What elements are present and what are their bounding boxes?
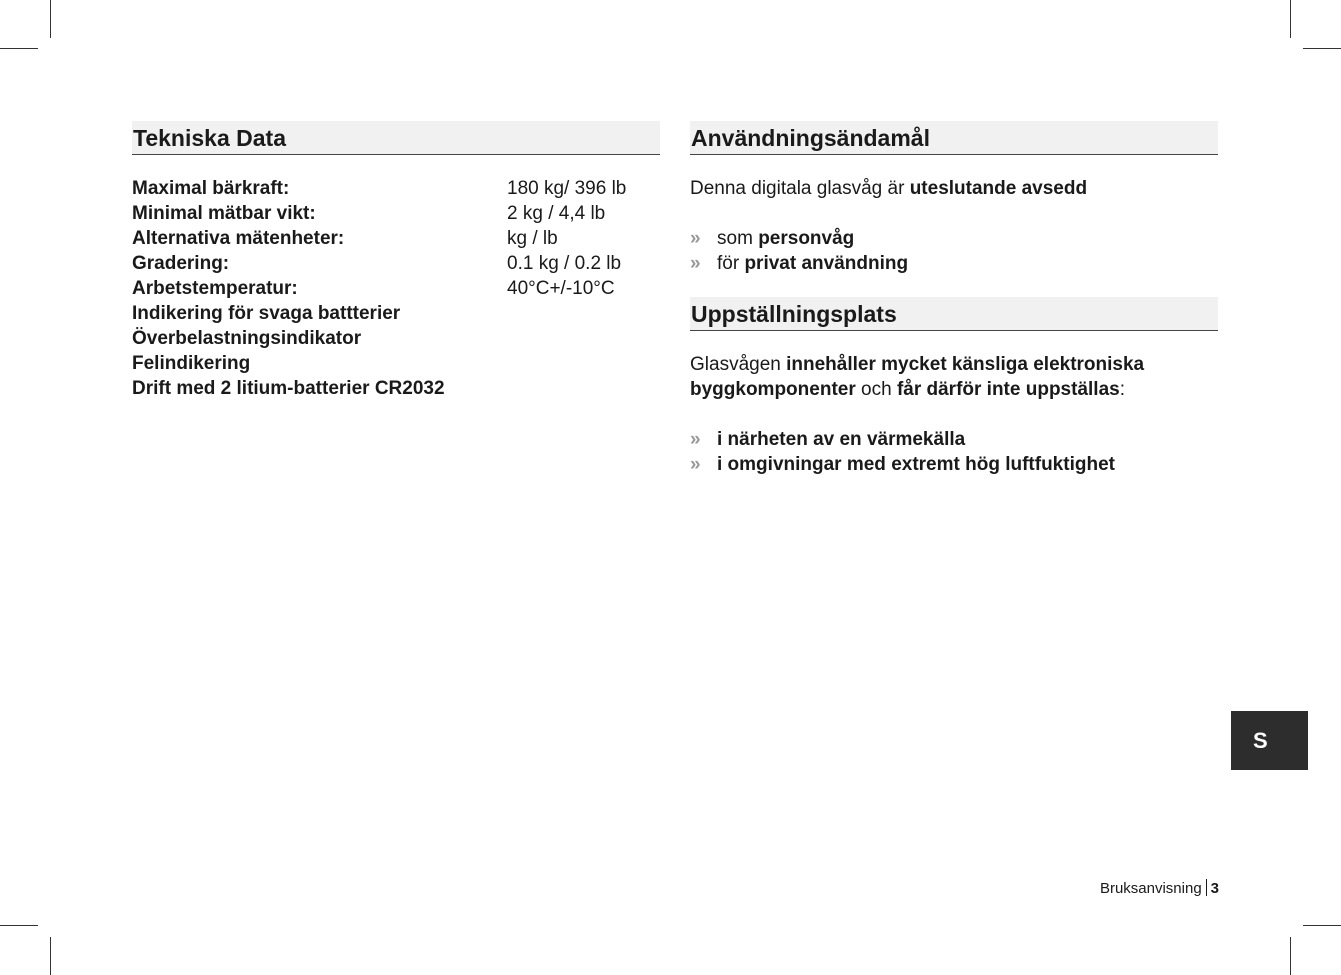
crop-mark [50, 937, 51, 975]
chevron-right-icon: » [690, 253, 701, 274]
feature-row [132, 326, 660, 351]
feature-label: Indikering för svaga battterier [132, 303, 401, 324]
page-number: 3 [1210, 880, 1219, 897]
feature-row [132, 351, 660, 376]
spec-label: Minimal mätbar vikt: [132, 203, 316, 224]
chevron-right-icon: » [690, 454, 701, 475]
crop-mark [1303, 925, 1341, 926]
spec-label: Maximal bärkraft: [132, 178, 290, 199]
purpose-bullets [690, 226, 1218, 276]
placement-text [690, 352, 1218, 402]
purpose-heading: Användningsändamål [690, 121, 1218, 155]
bullet-emphasis: i omgivningar med extremt hög luftfuktighet [717, 454, 1115, 475]
footer-label: Bruksanvisning [1099, 880, 1202, 897]
crop-mark [1290, 937, 1291, 975]
placement-text-5: : [1119, 379, 1125, 400]
bullet-emphasis: i närheten av en värmekälla [717, 429, 966, 450]
spec-row [132, 176, 660, 201]
feature-row [132, 376, 660, 401]
crop-mark [0, 48, 38, 49]
crop-mark [1290, 0, 1291, 38]
spec-label: Alternativa mätenheter: [132, 228, 345, 249]
page-footer [1100, 879, 1219, 899]
crop-mark [50, 0, 51, 38]
feature-label: Överbelastningsindikator [132, 328, 362, 349]
bullet-text: som [717, 228, 759, 249]
spec-label: Gradering: [132, 253, 230, 274]
bullet-text: för [717, 253, 745, 274]
purpose-intro [690, 176, 1218, 201]
spec-label: Arbetstemperatur: [132, 278, 298, 299]
footer-divider [1206, 879, 1207, 896]
tech-data-heading: Tekniska Data [132, 121, 660, 155]
spec-value: kg / lb [507, 228, 558, 249]
list-item [690, 226, 1218, 251]
tech-data-section [132, 121, 660, 401]
crop-mark [0, 925, 38, 926]
spec-value: 180 kg/ 396 lb [507, 178, 627, 199]
list-item [690, 427, 1218, 452]
crop-mark [1303, 48, 1341, 49]
bullet-emphasis: privat användning [744, 253, 909, 274]
spec-value: 40°C+/-10°C [507, 278, 615, 299]
placement-bullets [690, 427, 1218, 477]
purpose-intro-emphasis: uteslutande avsedd [909, 178, 1088, 199]
list-item [690, 452, 1218, 477]
purpose-column [690, 121, 1218, 477]
spec-row [132, 276, 660, 301]
feature-row [132, 301, 660, 326]
feature-label: Felindikering [132, 353, 251, 374]
spec-list [132, 176, 660, 401]
placement-text-3: och [855, 379, 897, 400]
spec-value: 0.1 kg / 0.2 lb [507, 253, 622, 274]
chevron-right-icon: » [690, 228, 701, 249]
placement-heading: Uppställningsplats [690, 297, 1218, 331]
language-tab: S [1231, 711, 1308, 770]
placement-text-4: får därför inte uppställas [896, 379, 1120, 400]
placement-text-1: Glasvågen [690, 354, 787, 375]
spec-row [132, 201, 660, 226]
spec-value: 2 kg / 4,4 lb [507, 203, 606, 224]
bullet-emphasis: personvåg [758, 228, 855, 249]
chevron-right-icon: » [690, 429, 701, 450]
placement-text-2: innehåller mycket känsliga elektroniska byggkomponenter [690, 354, 1145, 400]
spec-row [132, 251, 660, 276]
placement-section [690, 297, 1218, 477]
spec-row [132, 226, 660, 251]
purpose-intro-text: Denna digitala glasvåg är [690, 178, 910, 199]
feature-label: Drift med 2 litium-batterier CR2032 [132, 378, 445, 399]
list-item [690, 251, 1218, 276]
